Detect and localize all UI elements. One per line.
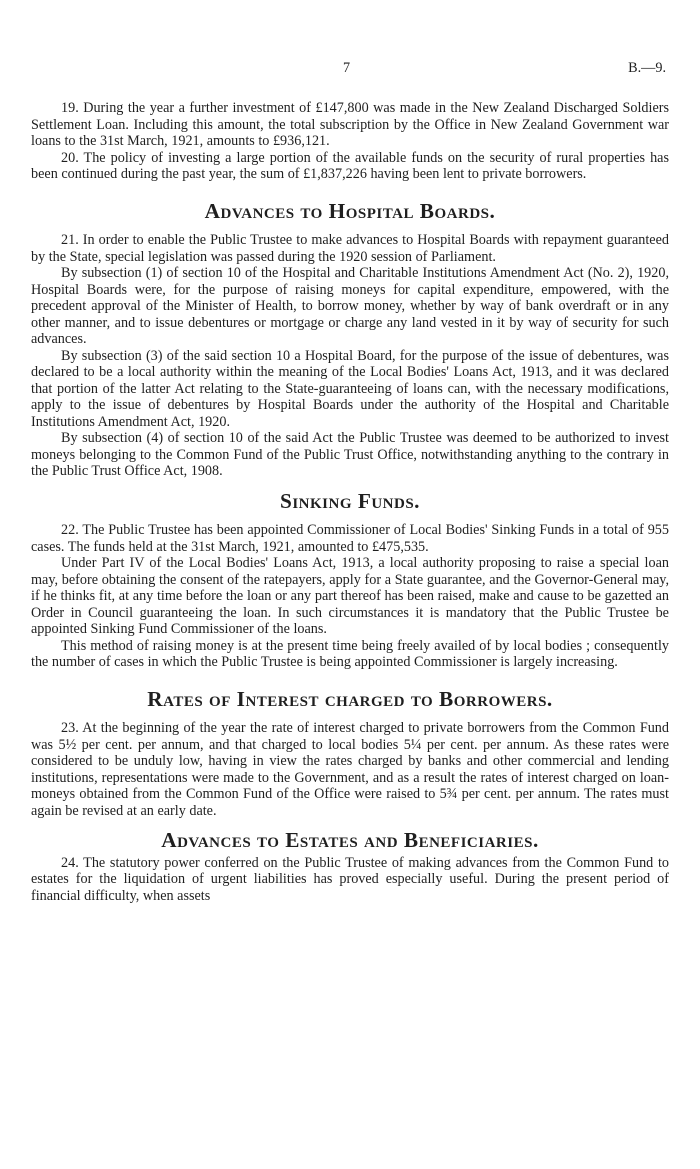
heading-advances-hospital-boards: Advances to Hospital Boards.	[204, 198, 496, 223]
paragraph-22-method: This method of raising money is at the present time being freely availed of by local bodies ; consequently the number of cases in which the Public Trustee is being appointed Commissioner is largely increasing.	[31, 637, 669, 670]
paragraph-21-subsection-3: By subsection (3) of the said section 10 a Hospital Board, for the purpose of the issue of debentures, was declared to be a local authority within the meaning of the Local Bodies' Loans Act, 1913, and it was declared that portion of the latter Act relating to the State-guaranteeing of loans can, with the necessary modifications, apply to the issue of debentures by Hospital Boards under the authority of the Hospital and Charitable Institutions Amendment Act, 1920.	[31, 347, 669, 430]
paragraph-21-subsection-4: By subsection (4) of section 10 of the said Act the Public Trustee was deemed to be authorized to invest moneys belonging to the Common Fund of the Public Trust Office, notwithstanding anything to the contrary in the Public Trust Office Act, 1908.	[31, 430, 669, 479]
page-number: 7	[343, 60, 351, 76]
heading-sinking-funds: Sinking Funds.	[279, 488, 421, 513]
report-code: B.—9.	[628, 60, 666, 76]
paragraph-19: 19. During the year a further investment of £147,800 was made in the New Zealand Discharged Soldiers Settlement Loan. Including this amount, the total subscription by the Office in New Zealand Government war loans to the 31st March, 1921, amounts to £936,121.	[31, 100, 669, 149]
paragraph-22-part-iv: Under Part IV of the Local Bodies' Loans Act, 1913, a local authority proposing to raise a special loan may, before obtaining the consent of the ratepayers, apply for a State guarantee, and the Governor-General may, if he thinks fit, at any time before the loan or any part thereof has been raised, make and cause to be gazetted an Order in Council guaranteeing the loan. In such circumstances it is mandatory that the Public Trustee be appointed Sinking Fund Commissioner of the loans.	[31, 555, 669, 637]
paragraph-23: 23. At the beginning of the year the rate of interest charged to private borrowers from the Common Fund was 5½ per cent. per annum, and that charged to local bodies 5¼ per cent. per annum. As these rates were considered to be unduly low, having in view the rates charged by banks and other commercial and lending institutions, representations were made to the Government, and as a result the rates of interest charged on loan-moneys obtained from the Common Fund of the Office were raised to 5¾ per cent. per annum. The rates must again be revised at an early date.	[31, 720, 669, 819]
paragraph-21-subsection-1: By subsection (1) of section 10 of the Hospital and Charitable Institutions Amendment Act (No. 2), 1920, Hospital Boards were, for the purpose of raising moneys for capital expenditure, empowered, with the precedent approval of the Minister of Health, to borrow money, whether by way of bank overdraft or in any other manner, and to issue debentures or mortgage or charge any land vested in it by way of security for such advances.	[31, 265, 669, 347]
paragraph-21: 21. In order to enable the Public Trustee to make advances to Hospital Boards with repayment guaranteed by the State, special legislation was passed during the 1920 session of Parliament.	[31, 232, 669, 265]
heading-rates-of-interest: Rates of Interest charged to Borrowers.	[147, 686, 553, 711]
document-body	[31, 100, 669, 904]
paragraph-24: 24. The statutory power conferred on the Public Trustee of making advances from the Common Fund to estates for the liquidation of urgent liabilities has proved especially useful. During the present period of financial difficulty, when assets	[31, 854, 669, 904]
paragraph-20: 20. The policy of investing a large portion of the available funds on the security of rural properties has been continued during the past year, the sum of £1,837,226 having been lent to private borrowers.	[31, 149, 669, 182]
heading-advances-estates: Advances to Estates and Beneficiaries.	[161, 828, 539, 852]
paragraph-22: 22. The Public Trustee has been appointed Commissioner of Local Bodies' Sinking Funds in a total of 955 cases. The funds held at the 31st March, 1921, amounted to £475,535.	[31, 522, 669, 555]
page-header	[30, 60, 670, 80]
